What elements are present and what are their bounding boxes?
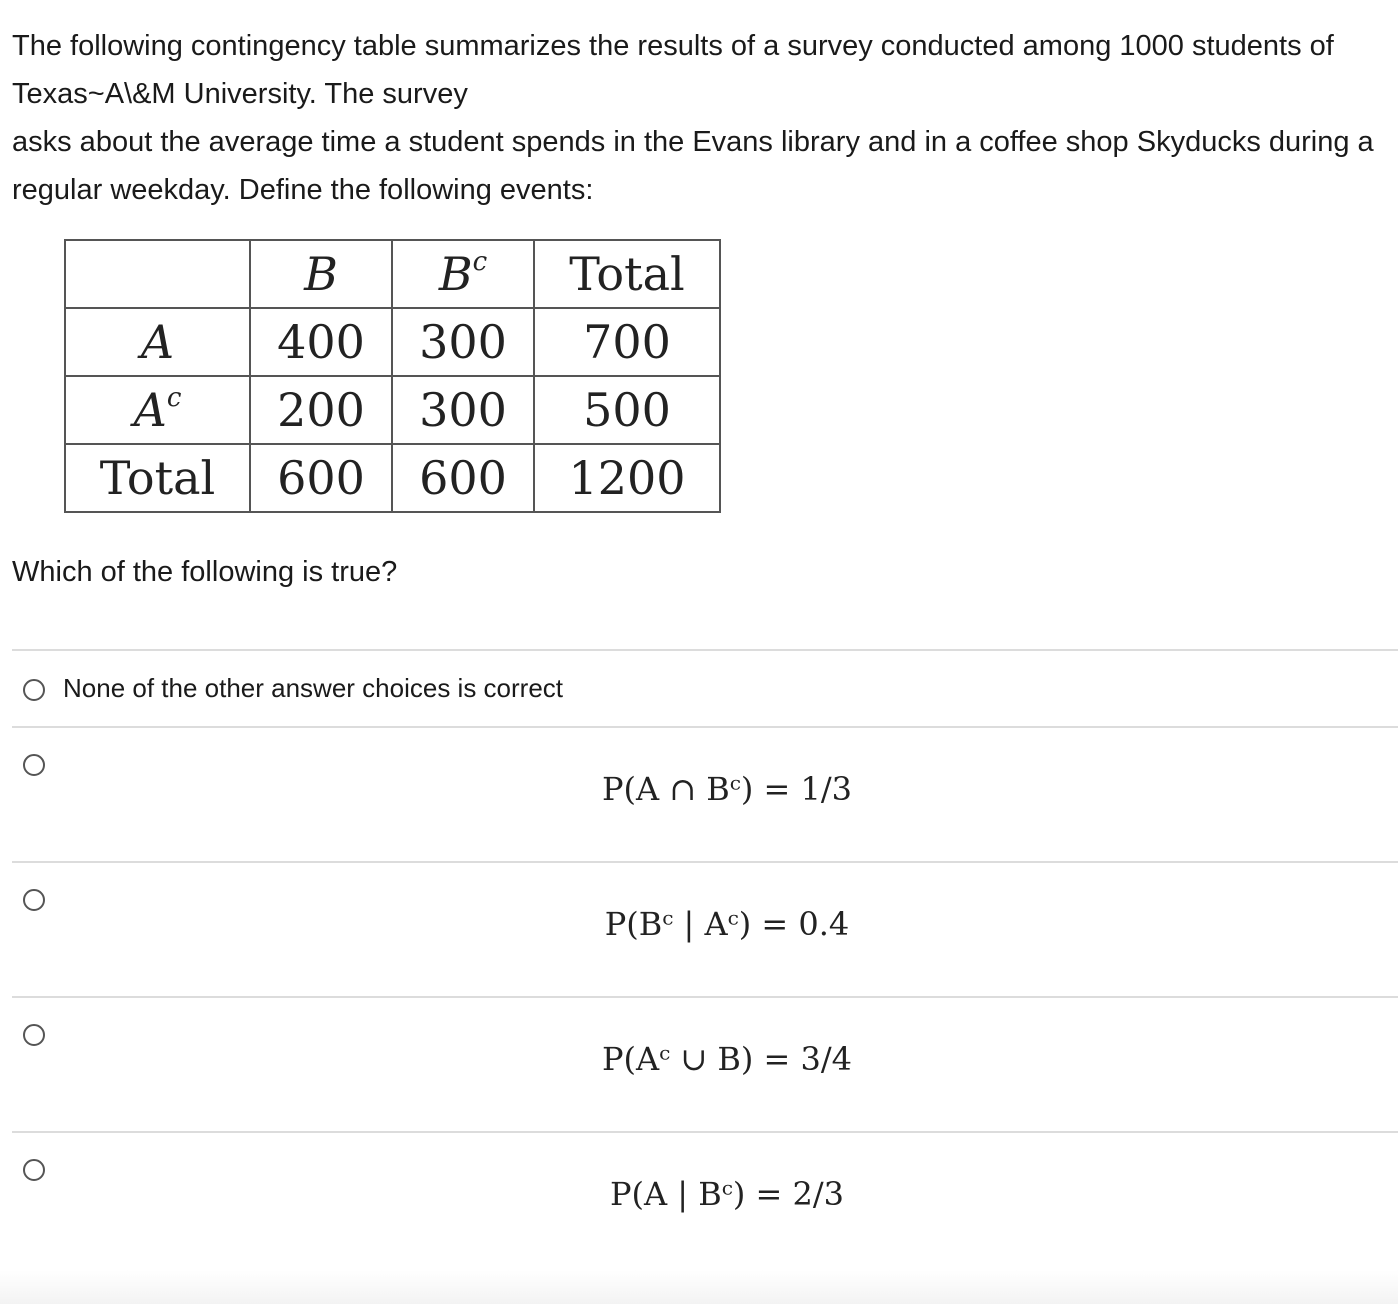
answer-choice-3[interactable] — [12, 863, 1398, 996]
table-row — [65, 376, 720, 444]
table-header-row — [65, 240, 720, 308]
answer-choice-formula[interactable]: P(Aᶜ ∪ B) = 3/4 — [601, 1040, 852, 1078]
table-cell: 700 — [534, 308, 720, 376]
answer-choice-formula[interactable]: P(A ∩ Bᶜ) = 1/3 — [601, 770, 852, 808]
answer-choice-4[interactable] — [12, 998, 1398, 1131]
page-bottom-edge — [0, 1270, 1398, 1304]
table-cell: 600 — [250, 444, 392, 512]
question-prompt: Which of the following is true? — [12, 556, 398, 588]
table-corner-cell — [65, 240, 250, 308]
answer-choice-5[interactable] — [12, 1133, 1398, 1266]
question-intro — [12, 22, 1382, 214]
intro-paragraph-2: asks about the average time a student spends in the Evans library and in a coffee shop Skyducks during a regular weekday. Define the following events: — [12, 126, 1374, 206]
answer-choices — [12, 649, 1398, 1266]
radio-button[interactable] — [23, 679, 45, 701]
table-cell: 300 — [392, 376, 534, 444]
table-row-label: A — [65, 308, 250, 376]
intro-paragraph-1: The following contingency table summarizes the results of a survey conducted among 1000 students of Texas~A\&M University. The survey — [12, 30, 1334, 110]
table-cell: 400 — [250, 308, 392, 376]
table-header-bc — [392, 240, 534, 308]
table-header-bc-sup: c — [472, 247, 488, 277]
answer-choice-formula[interactable]: P(Bᶜ | Aᶜ) = 0.4 — [604, 905, 850, 943]
answer-choice-2[interactable] — [12, 728, 1398, 861]
table-header-b: B — [250, 240, 392, 308]
table-cell: 200 — [250, 376, 392, 444]
table-cell: 500 — [534, 376, 720, 444]
table-cell: 1200 — [534, 444, 720, 512]
answer-choice-label[interactable]: None of the other answer choices is correct — [63, 673, 564, 703]
answer-choice-formula[interactable]: P(A | Bᶜ) = 2/3 — [610, 1175, 844, 1213]
table-header-total: Total — [534, 240, 720, 308]
contingency-table — [64, 239, 721, 513]
table-row-label: Total — [65, 444, 250, 512]
table-row-label-base: A — [133, 383, 167, 437]
table-row — [65, 444, 720, 512]
table-row — [65, 308, 720, 376]
answer-choice-1[interactable] — [12, 651, 1398, 726]
table-cell: 600 — [392, 444, 534, 512]
table-row-label — [65, 376, 250, 444]
table-header-bc-base: B — [438, 247, 473, 301]
table-cell: 300 — [392, 308, 534, 376]
table-row-label-sup: c — [166, 383, 182, 413]
